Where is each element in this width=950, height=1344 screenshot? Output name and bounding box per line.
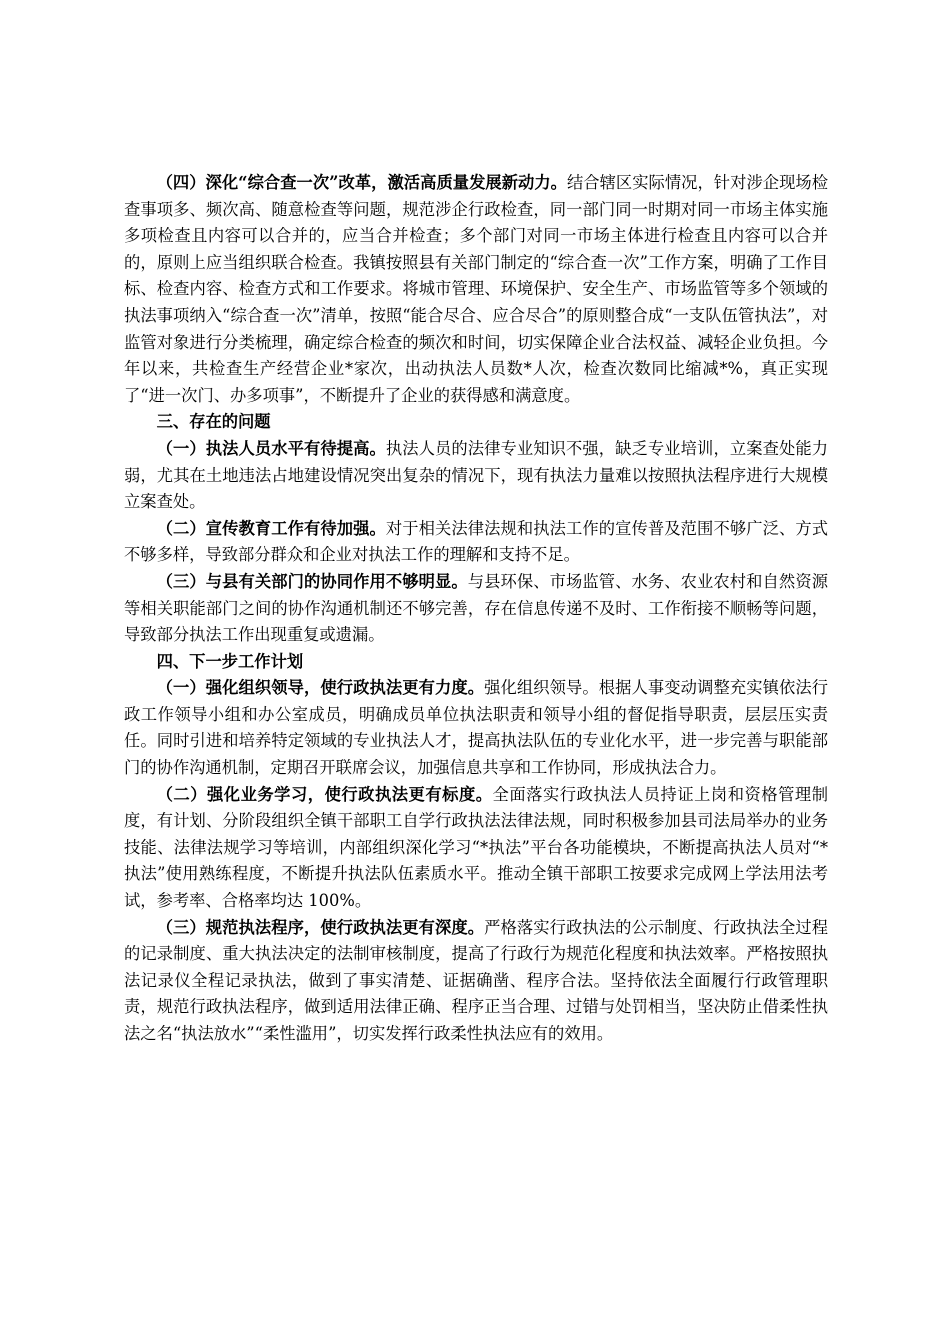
paragraph-text: 与县环保、市场监管、水务、农业农村和自然资源等相关职能部门之间的协作沟通机制还不够完善，存在信息传递不及时、工作衔接不顺畅等问题，导致部分执法工作出现重复或遗漏。 (124, 571, 828, 645)
paragraph-text: 对于相关法律法规和执法工作的宣传普及范围不够广泛、方式不够多样，导致部分群众和企业对执法工作的理解和支持不足。 (124, 518, 828, 565)
paragraph-business-learning (124, 782, 828, 915)
paragraph-lead: （一）强化组织领导，使行政执法更有力度。 (156, 678, 485, 698)
paragraph-lead: （一）执法人员水平有待提高。 (156, 438, 386, 458)
section-heading-next-steps: 四、下一步工作计划 (156, 651, 304, 671)
document-body (124, 170, 828, 1048)
paragraph-text: 结合辖区实际情况，针对涉企现场检查事项多、频次高、随意检查等问题，规范涉企行政检查，同一部门同一时期对同一市场主体实施多项检查且内容可以合并的，应当合并检查；多个部门对同一市场主体进行检查且内容可以合并的，原则上应当组织联合检查。我镇按照县有关部门制定的“综合查一次”工作方案，明确了工作目标、检查内容、检查方式和工作要求。将城市管理、环境保护、安全生产、市场监管等多个领域的执法事项纳入“综合查一次”清单，按照“能合尽合、应合尽合”的原则整合成“一支队伍管执法”，对监管对象进行分类梳理，确定综合检查的频次和时间，切实保障企业合法权益、减轻企业负担。今年以来，共检查生产经营企业*家次，出动执法人员数*人次，检查次数同比缩减*%，真正实现了“进一次门、办多项事”，不断提升了企业的获得感和满意度。 (124, 173, 828, 405)
paragraph-lead: （三）规范执法程序，使行政执法更有深度。 (156, 917, 485, 937)
paragraph-lead: （二）强化业务学习，使行政执法更有标度。 (156, 784, 493, 804)
paragraph-department-coordination (124, 569, 828, 649)
paragraph-text: 严格落实行政执法的公示制度、行政执法全过程的记录制度、重大执法决定的法制审核制度，提高了行政行为规范化程度和执法效率。严格按照执法记录仪全程记录执法，做到了事实清楚、证据确凿、程序合法。坚持依法全面履行行政管理职责，规范行政执法程序，做到适用法律正确、程序正当合理、过错与处罚相当，坚决防止借柔性执法之名“执法放水”“柔性滥用”，切实发挥行政柔性执法应有的效用。 (124, 917, 828, 1043)
paragraph-text: 全面落实行政执法人员持证上岗和资格管理制度，有计划、分阶段组织全镇干部职工自学行政执法法律法规，同时积极参加县司法局举办的业务技能、法律法规学习等培训，内部组织深化学习“*执法”平台各功能模块，不断提高执法人员对“*执法”使用熟练程度，不断提升执法队伍素质水平。推动全镇干部职工按要求完成网上学法用法考试，参考率、合格率均达 100%。 (124, 784, 828, 911)
paragraph-lead: （四）深化“综合查一次”改革，激活高质量发展新动力。 (156, 173, 567, 192)
paragraph-lead: （三）与县有关部门的协同作用不够明显。 (156, 571, 468, 591)
paragraph-staff-level (124, 436, 828, 516)
paragraph-comprehensive-inspection (124, 170, 828, 409)
paragraph-standardize-procedures (124, 915, 828, 1048)
paragraph-organizational-leadership (124, 675, 828, 781)
paragraph-lead: （二）宣传教育工作有待加强。 (156, 518, 386, 538)
paragraph-publicity-education (124, 516, 828, 569)
paragraph-text: 执法人员的法律专业知识不强，缺乏专业培训，立案查处能力弱，尤其在土地违法占地建设情况突出复杂的情况下，现有执法力量难以按照执法程序进行大规模立案查处。 (124, 438, 828, 512)
paragraph-text: 强化组织领导。根据人事变动调整充实镇依法行政工作领导小组和办公室成员，明确成员单位执法职责和领导小组的督促指导职责，层层压实责任。同时引进和培养特定领域的专业执法人才，提高执法队伍的专业化水平，进一步完善与职能部门的协作沟通机制，定期召开联席会议，加强信息共享和工作协同，形成执法合力。 (124, 678, 828, 778)
section-heading-problems: 三、存在的问题 (156, 412, 271, 432)
